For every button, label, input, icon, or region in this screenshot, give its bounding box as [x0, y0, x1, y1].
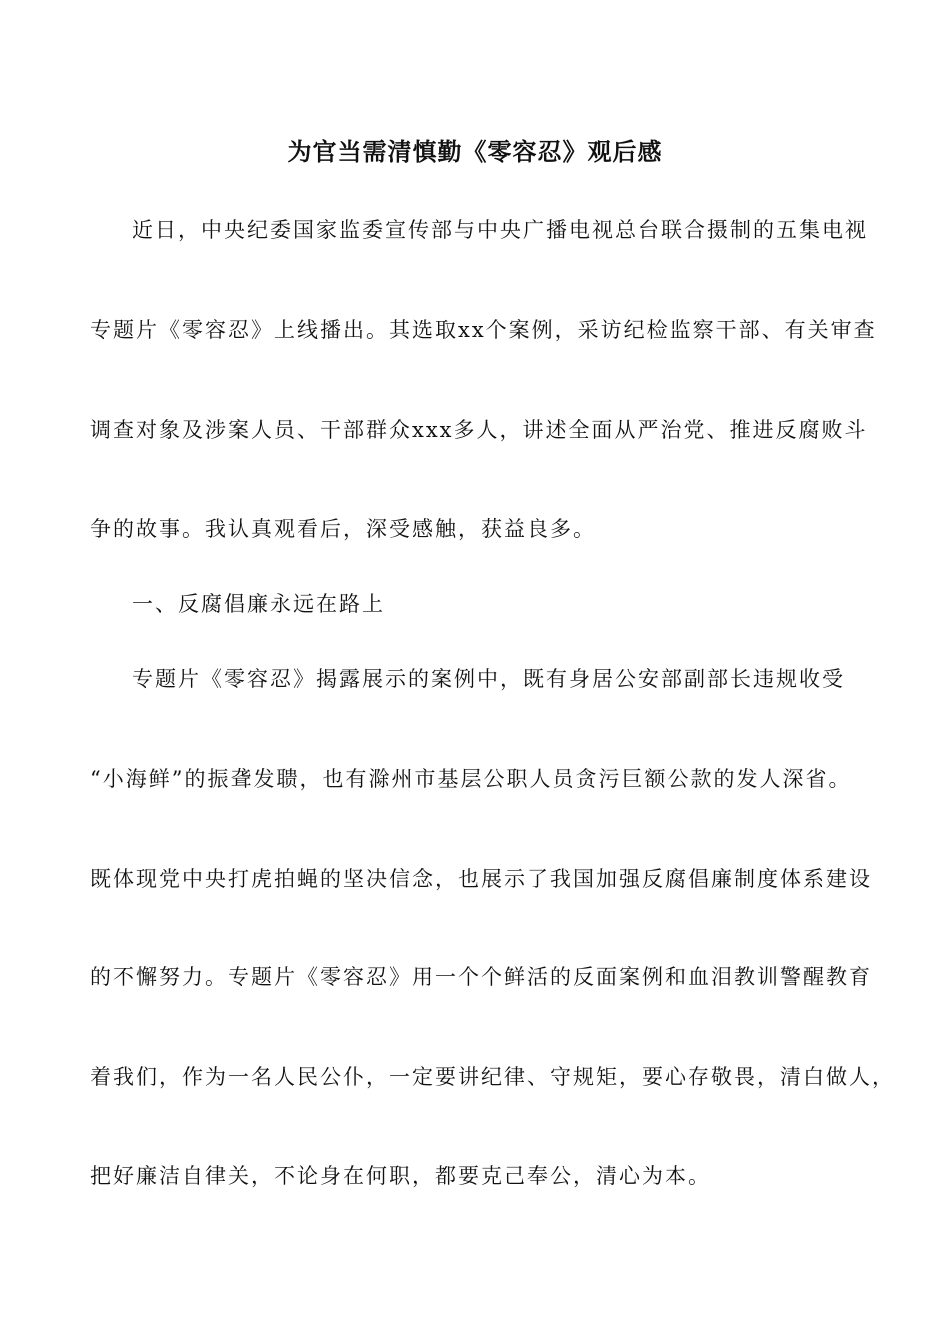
paragraph-1-line-4: 争的故事。我认真观看后，深受感触，获益良多。	[90, 517, 596, 541]
paragraph-2-line-1: 专题片《零容忍》揭露展示的案例中，既有身居公安部副部长违规收受	[132, 667, 845, 691]
paragraph-2-line-4: 的不懈努力。专题片《零容忍》用一个个鲜活的反面案例和血泪教训警醒教育	[90, 965, 872, 989]
paragraph-1-line-2: 专题片《零容忍》上线播出。其选取xx个案例，采访纪检监察干部、有关审查	[90, 318, 877, 342]
document-title: 为官当需清慎勤《零容忍》观后感	[287, 137, 663, 166]
paragraph-1-line-3: 调查对象及涉案人员、干部群众xxx多人，讲述全面从严治党、推进反腐败斗	[90, 418, 868, 442]
section-heading-1: 一、反腐倡廉永远在路上	[132, 592, 385, 616]
paragraph-2-line-5: 着我们，作为一名人民公仆，一定要讲纪律、守规矩，要心存敬畏，清白做人，	[90, 1065, 895, 1089]
paragraph-2-line-6: 把好廉洁自律关，不论身在何职，都要克己奉公，清心为本。	[90, 1164, 711, 1188]
paragraph-2-line-3: 既体现党中央打虎拍蝇的坚决信念，也展示了我国加强反腐倡廉制度体系建设	[90, 867, 872, 891]
paragraph-1-line-1: 近日，中央纪委国家监委宣传部与中央广播电视总台联合摄制的五集电视	[132, 218, 868, 242]
paragraph-2-line-2: “小海鲜”的振聋发聩，也有滁州市基层公职人员贪污巨额公款的发人深省。	[90, 767, 852, 791]
